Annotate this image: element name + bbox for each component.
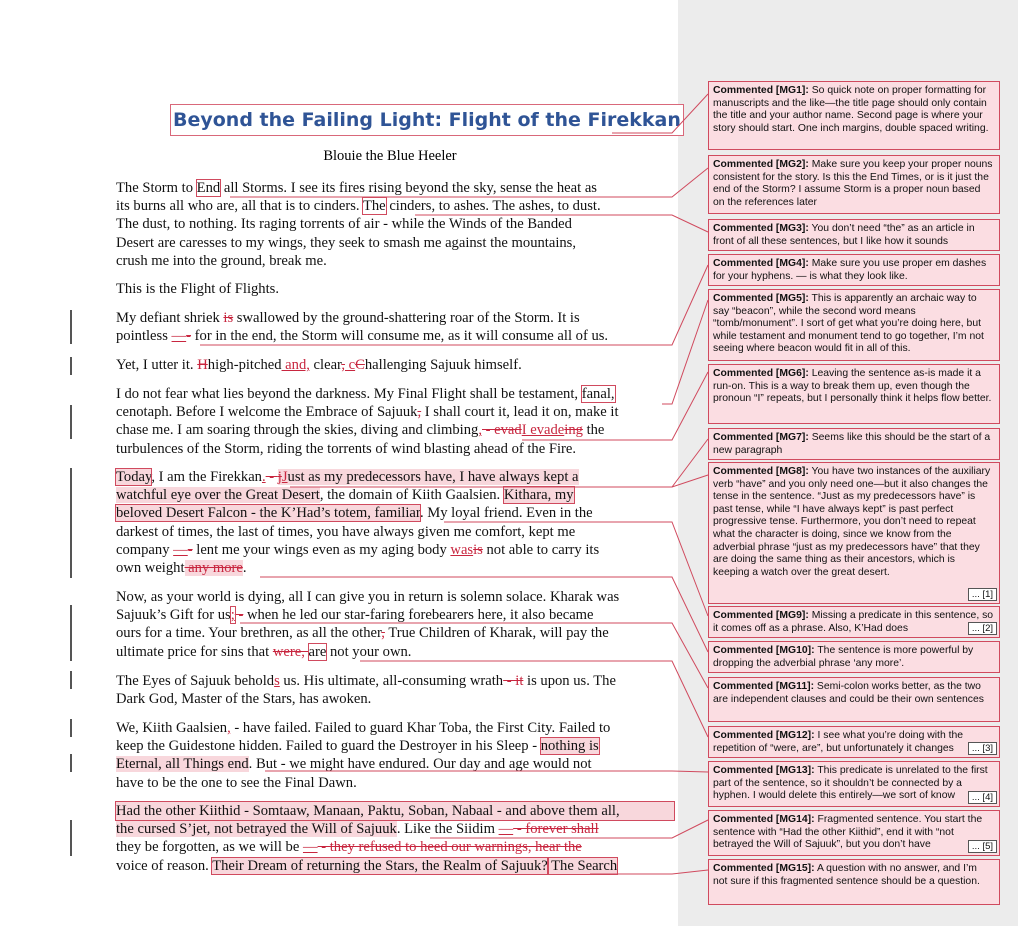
comment-expand-button[interactable]: ... [4]: [968, 791, 997, 804]
comment-balloon[interactable]: Commented [MG10]: The sentence is more powerful by dropping the adverbial phrase ‘any more’.: [708, 641, 1000, 673]
change-bar: [70, 310, 72, 344]
document-title[interactable]: Beyond the Failing Light: Flight of the Firekkan: [170, 104, 684, 136]
change-bar: [70, 754, 72, 772]
change-bar: [70, 357, 72, 375]
comment-balloon[interactable]: Commented [MG7]: Seems like this should be the start of a new paragraph: [708, 428, 1000, 460]
comment-expand-button[interactable]: ... [3]: [968, 742, 997, 755]
change-bar: [70, 468, 72, 578]
comment-balloon[interactable]: Commented [MG4]: Make sure you use proper em dashes for your hyphens. — is what they look like.: [708, 254, 1000, 286]
comment-balloon[interactable]: Commented [MG1]: So quick note on proper formatting for manuscripts and the like—the title page should only contain the title and your author name. Second page is where your story should start. One inch margins, double spaced writing.: [708, 81, 1000, 150]
comment-balloon[interactable]: Commented [MG2]: Make sure you keep your proper nouns consistent for the story. Is this the End Times, or is it just the end of the Storm? I assume Storm is a proper noun based on the references later: [708, 155, 1000, 214]
paragraph[interactable]: The Eyes of Sajuuk beholds us. His ultimate, all-consuming wrath - it is upon us. The Dark God, Master of the Stars, has awoken.: [116, 673, 616, 708]
paragraph[interactable]: Now, as your world is dying, all I can give you in return is solemn solace. Kharak was Sajuuk’s Gift for us; - when he led our star-faring forebearers here, it also became ours for a time. Your brethren, as all the other, True Children of Kharak, will pay the ultimate price for sins that were, are not your own.: [116, 589, 620, 660]
paragraph[interactable]: We, Kiith Gaalsien, - have failed. Failed to guard Khar Toba, the First City. Failed to keep the Guidestone hidden. Failed to guard the Destroyer in his Sleep - nothing is Eternal, all Things end. But - we might have endured. Our day and age would not have to be the one to see the Final Dawn.: [116, 720, 611, 791]
author-name[interactable]: Blouie the Blue Heeler: [323, 148, 457, 164]
comment-balloon[interactable]: Commented [MG6]: Leaving the sentence as-is made it a run-on. This is a way to break them up, even though the pronoun “I” repeats, but I personally think it helps flow better.: [708, 364, 1000, 424]
paragraph[interactable]: Had the other Kiithid - Somtaaw, Manaan, Paktu, Soban, Nabaal - and above them all, the cursed S’jet, not betrayed the Will of Sajuuk. Like the Siidim — - forever shall they be forgotten, as we will be — - they refused to heed our warnings, hear the voice of reason. Their Dream of returning the Stars, the Realm of Sajuuk? The Search: [116, 802, 674, 875]
comment-expand-button[interactable]: ... [5]: [968, 840, 997, 853]
comment-balloon[interactable]: Commented [MG12]: I see what you’re doing with the repetition of “were, are”, but unfortunately it changes ... [3]: [708, 726, 1000, 758]
paragraph[interactable]: Yet, I utter it. Hhigh-pitched and, clear, cChallenging Sajuuk himself.: [116, 357, 522, 373]
paragraph[interactable]: The Storm to End all Storms. I see its fires rising beyond the sky, sense the heat as its burns all who are, all that is to cinders. The cinders, to ashes. The ashes, to dust. The dust, to nothing. Its raging torrents of air - while the Winds of the Banded Desert are caresses to my wings, they seek to smash me against the mountains, crush me into the ground, break me.: [116, 180, 601, 269]
paragraph[interactable]: This is the Flight of Flights.: [116, 281, 279, 297]
comment-balloon[interactable]: Commented [MG15]: A question with no answer, and I’m not sure if this fragmented sentence should be a question.: [708, 859, 1000, 905]
comment-balloon[interactable]: Commented [MG11]: Semi-colon works better, as the two are independent clauses and could be their own sentences: [708, 677, 1000, 722]
change-bar: [70, 605, 72, 661]
comment-balloon[interactable]: Commented [MG13]: This predicate is unrelated to the first part of the sentence, so it shouldn’t be connected by a hyphen. I would delete this entirely—we sort of know ... [4]: [708, 761, 1000, 807]
paragraph[interactable]: My defiant shriek is swallowed by the ground-shattering roar of the Storm. It is pointless —- for in the end, the Storm will consume me, as it will consume all of us.: [116, 310, 609, 345]
change-bar: [70, 671, 72, 689]
change-bar: [70, 820, 72, 838]
paragraph[interactable]: Today, I am the Firekkan. - jJust as my predecessors have, I have always kept a watchful eye over the Great Desert, the domain of Kiith Gaalsien. Kithara, my beloved Desert Falcon - the K’Had’s totem, familiar. My loyal friend. Even in the darkest of times, the last of times, you have always given me comfort, kept me company —- lent me your wings even as my aging body wasis not able to carry its own weight any more.: [116, 469, 600, 577]
comment-balloon[interactable]: Commented [MG9]: Missing a predicate in this sentence, so it comes off as a phrase. Also, K’Had does ... [2]: [708, 606, 1000, 638]
comment-balloon[interactable]: Commented [MG14]: Fragmented sentence. You start the sentence with “Had the other Kiithid”, end it with “not betrayed the Will of Sajuuk”, but you don’t have ... [5]: [708, 810, 1000, 856]
comment-balloon[interactable]: Commented [MG3]: You don’t need “the” as an article in front of all these sentences, but I like how it sounds: [708, 219, 1000, 251]
change-bar: [70, 405, 72, 439]
paragraph[interactable]: I do not fear what lies beyond the darkness. My Final Flight shall be testament, fanal, cenotaph. Before I welcome the Embrace of Sajuuk, I shall court it, lead it on, make it chase me. I am soaring through the skies, diving and climbing, - evadI evadeing the turbulences of the Storm, riding the torrents of wind blasting ahead of the Fire.: [116, 386, 619, 457]
comment-balloon[interactable]: Commented [MG5]: This is apparently an archaic way to say “beacon”, while the second word means “tomb/monument”. I sort of get what you’re doing here, but while testament and monument tend to go together, I’m not seeing where beacon would fit in all of this.: [708, 289, 1000, 361]
comment-balloon[interactable]: Commented [MG8]: You have two instances of the auxiliary verb “have” and you only need one—but it also changes the tense in the sentence. “Just as my predecessors have” is past tense, while “I have always kept” is past perfect progressive tense. Furthermore, you don’t need to repeat what the character is doing, since we know from the adverbial phrase “just as my predecessors have” that they are doing the same thing as their ancestors, which is keeping a watch over the great desert. ... [1]: [708, 462, 1000, 604]
comment-expand-button[interactable]: ... [1]: [968, 588, 997, 601]
change-bar: [70, 719, 72, 737]
change-bar: [70, 838, 72, 856]
comment-expand-button[interactable]: ... [2]: [968, 622, 997, 635]
